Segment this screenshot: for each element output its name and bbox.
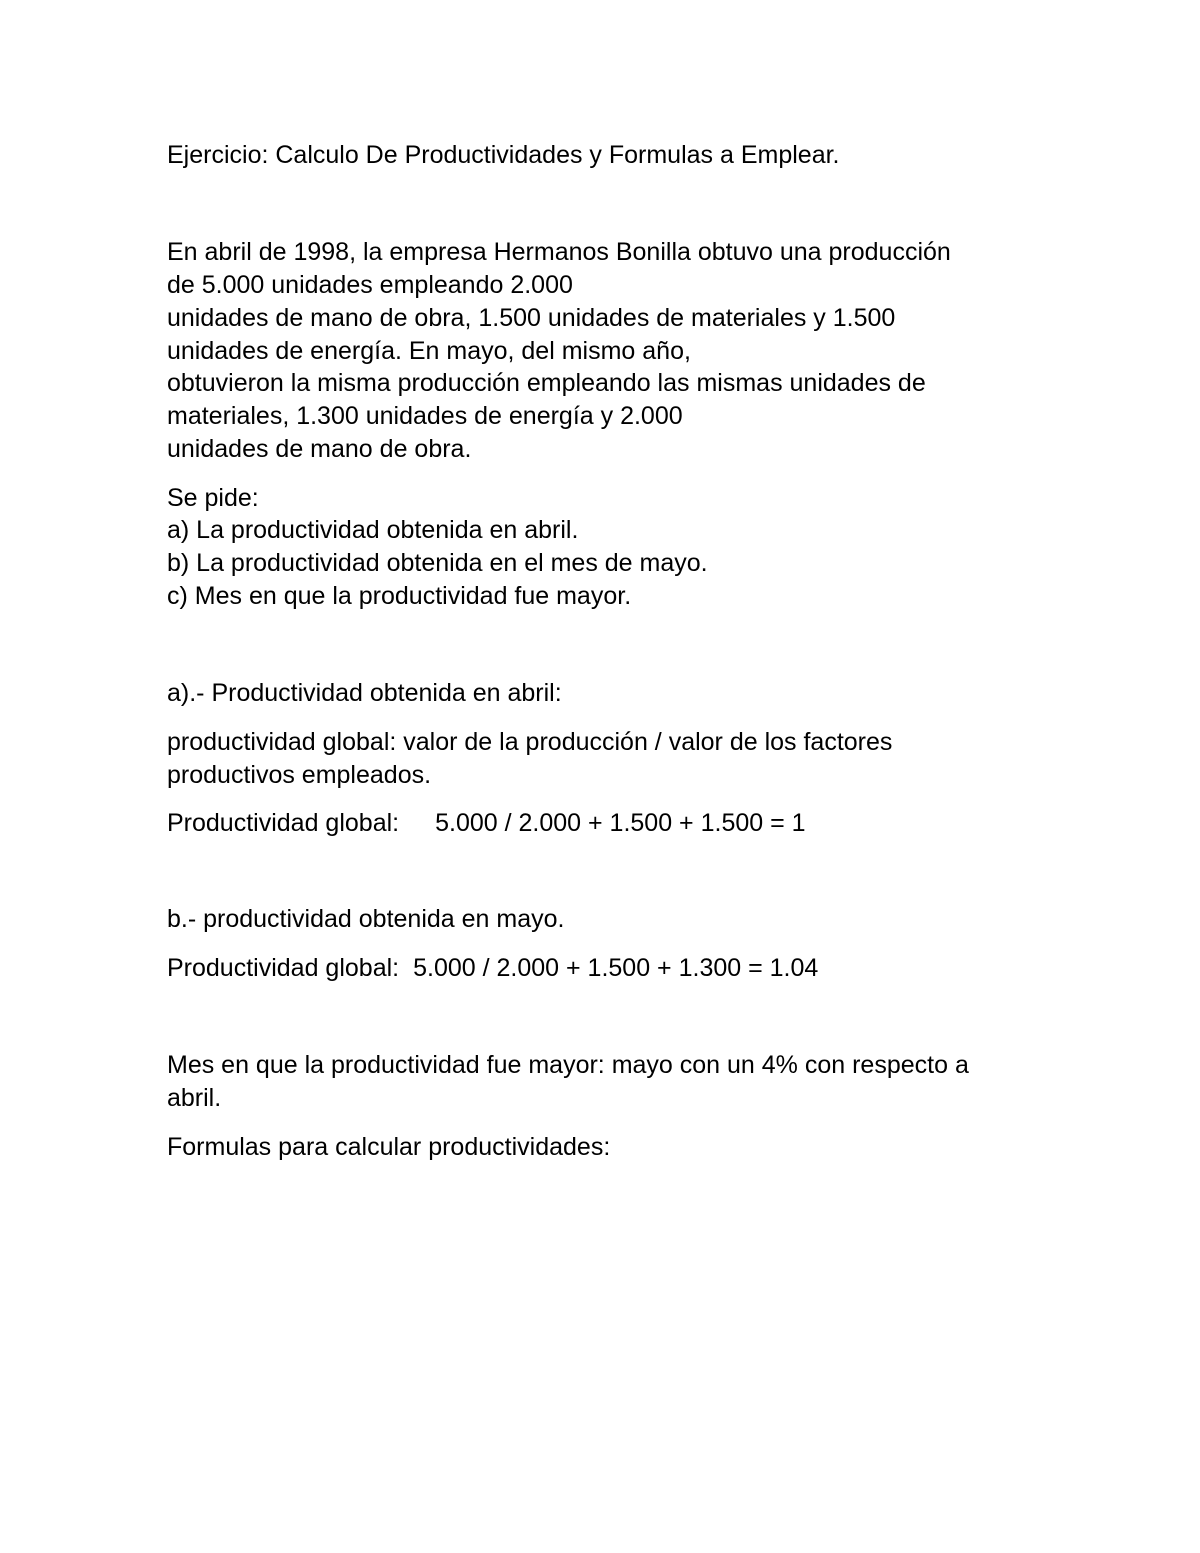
- question-b: b) La productividad obtenida en el mes de mayo.: [167, 549, 708, 577]
- answer-c-line-2: abril.: [167, 1084, 222, 1112]
- document-title: Ejercicio: Calculo De Productividades y Formulas a Emplear.: [167, 141, 840, 169]
- answer-b-heading: b.- productividad obtenida en mayo.: [167, 905, 565, 933]
- problem-line-3: unidades de mano de obra, 1.500 unidades de materiales y 1.500: [167, 304, 896, 332]
- formulas-heading: Formulas para calcular productividades:: [167, 1133, 611, 1161]
- questions-intro: Se pide:: [167, 484, 259, 512]
- problem-line-7: unidades de mano de obra.: [167, 435, 472, 463]
- answer-b-formula-value: 5.000 / 2.000 + 1.500 + 1.300 = 1.04: [413, 954, 819, 982]
- answer-a-heading: a).- Productividad obtenida en abril:: [167, 679, 562, 707]
- answer-a-formula-label: Productividad global:: [167, 809, 400, 837]
- problem-line-1: En abril de 1998, la empresa Hermanos Bonilla obtuvo una producción: [167, 238, 951, 266]
- question-c: c) Mes en que la productividad fue mayor.: [167, 582, 632, 610]
- answer-a-definition-line-1: productividad global: valor de la producción / valor de los factores: [167, 728, 893, 756]
- answer-a-formula: [167, 807, 806, 840]
- question-a: a) La productividad obtenida en abril.: [167, 516, 579, 544]
- answer-b-formula-label: Productividad global:: [167, 954, 400, 982]
- answer-b-formula: [167, 952, 818, 985]
- answer-c-line-1: Mes en que la productividad fue mayor: mayo con un 4% con respecto a: [167, 1051, 969, 1079]
- problem-line-6: materiales, 1.300 unidades de energía y 2.000: [167, 402, 683, 430]
- answer-a-definition-line-2: productivos empleados.: [167, 761, 432, 789]
- answer-a-formula-value: 5.000 / 2.000 + 1.500 + 1.500 = 1: [435, 809, 806, 837]
- problem-line-4: unidades de energía. En mayo, del mismo año,: [167, 337, 691, 365]
- problem-line-5: obtuvieron la misma producción empleando las mismas unidades de: [167, 369, 926, 397]
- problem-line-2: de 5.000 unidades empleando 2.000: [167, 271, 573, 299]
